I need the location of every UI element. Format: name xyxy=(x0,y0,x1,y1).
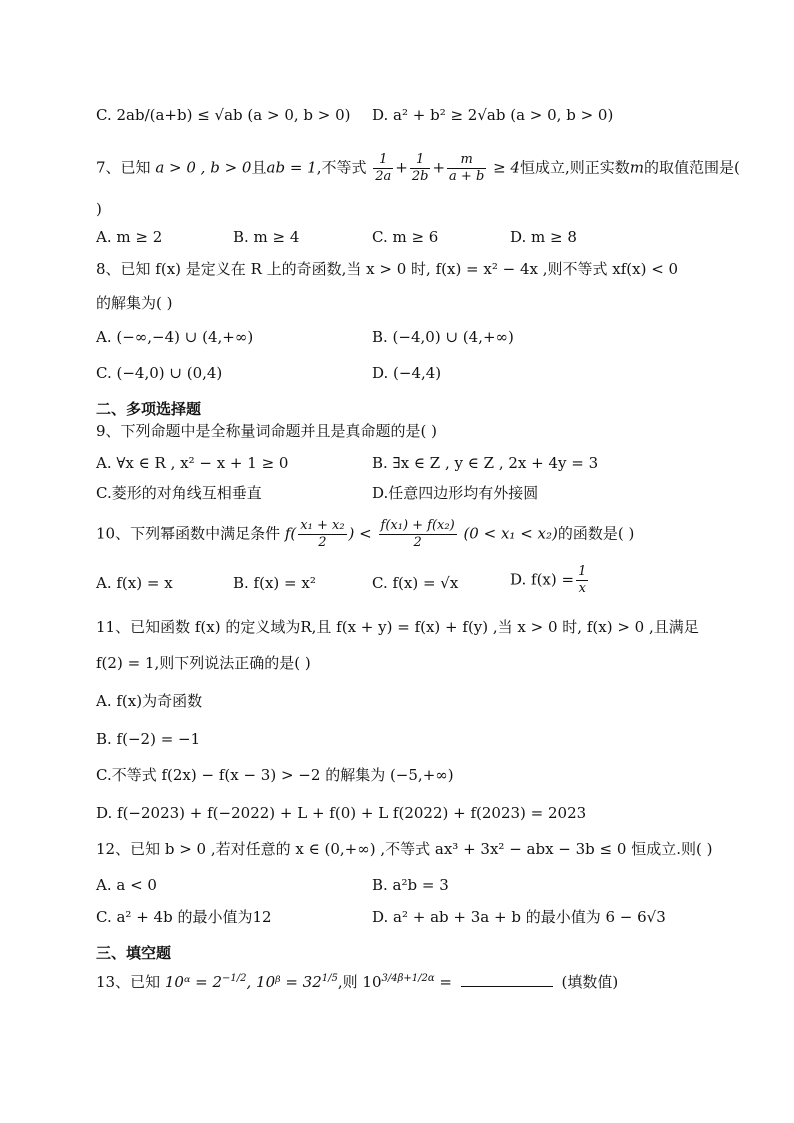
q8-option-c: C. (−4,0) ∪ (0,4) xyxy=(96,364,223,382)
section-heading-3: 三、填空题 xyxy=(96,944,172,962)
q7-stem: 7、已知 a > 0 , b > 0且ab = 1,不等式 $\frac{1}{2a}$ + $\frac{1}{2b}$ + $\frac{m}{a + b}$ ≥ 4恒成立,则正实数m的取值范围是( xyxy=(96,152,740,184)
q10-d-fraction: $\frac{1}{x}$ xyxy=(578,564,587,596)
q11-option-d: D. f(−2023) + f(−2022) + L + f(0) + L f(2022) + f(2023) = 2023 xyxy=(96,804,587,822)
q8-option-b: B. (−4,0) ∪ (4,+∞) xyxy=(372,328,514,346)
q7-option-d: D. m ≥ 8 xyxy=(510,228,577,246)
q10-lhs-fraction: $\frac{\text{x₁ + x₂}}{2}$ xyxy=(300,518,345,550)
q11-stem-line1: 11、已知函数 f(x) 的定义域为R,且 f(x + y) = f(x) + f(y) ,当 x > 0 时, f(x) > 0 ,且满足 xyxy=(96,618,699,636)
section-heading-2: 二、多项选择题 xyxy=(96,400,202,418)
q11-option-b: B. f(−2) = −1 xyxy=(96,730,201,748)
q8-stem-line2: 的解集为( ) xyxy=(96,294,173,312)
q6-option-d: D. a² + b² ≥ 2√ab (a > 0, b > 0) xyxy=(372,106,614,124)
q7-fraction-2: $\frac{1}{2b}$ xyxy=(411,152,429,184)
q11-option-a: A. f(x)为奇函数 xyxy=(96,692,203,710)
q10-option-b: B. f(x) = x² xyxy=(233,574,316,592)
q13-answer-blank[interactable] xyxy=(461,972,553,987)
q6-option-c: C. 2ab/(a+b) ≤ √ab (a > 0, b > 0) xyxy=(96,106,351,124)
q7-option-a: A. m ≥ 2 xyxy=(96,228,163,246)
q10-option-a: A. f(x) = x xyxy=(96,574,173,592)
q7-fraction-3: $\frac{m}{a + b}$ xyxy=(449,152,485,184)
q12-option-a: A. a < 0 xyxy=(96,876,157,894)
q8-option-a: A. (−∞,−4) ∪ (4,+∞) xyxy=(96,328,254,346)
q11-option-c: C.不等式 f(2x) − f(x − 3) > −2 的解集为 (−5,+∞) xyxy=(96,766,454,784)
q8-option-d: D. (−4,4) xyxy=(372,364,442,382)
q10-stem: 10、下列幂函数中满足条件 f( $\frac{\text{x₁ + x₂}}{2}$ ) < $\frac{\text{f(x₁) + f(x₂)}}{2}$ (0 < x₁ < x₂)的函数是( ) xyxy=(96,518,635,550)
q9-option-c: C.菱形的对角线互相垂直 xyxy=(96,484,262,502)
q12-option-b: B. a²b = 3 xyxy=(372,876,449,894)
q12-option-c: C. a² + 4b 的最小值为12 xyxy=(96,908,272,926)
q9-stem: 9、下列命题中是全称量词命题并且是真命题的是( ) xyxy=(96,422,438,440)
q7-stem-close: ) xyxy=(96,200,102,218)
q11-stem-line2: f(2) = 1,则下列说法正确的是( ) xyxy=(96,654,311,672)
q12-stem: 12、已知 b > 0 ,若对任意的 x ∈ (0,+∞) ,不等式 ax³ + 3x² − abx − 3b ≤ 0 恒成立.则( ) xyxy=(96,840,713,858)
q12-option-d: D. a² + ab + 3a + b 的最小值为 6 − 6√3 xyxy=(372,908,666,926)
q7-fraction-1: $\frac{1}{2a}$ xyxy=(375,152,392,184)
q8-stem-line1: 8、已知 f(x) 是定义在 R 上的奇函数,当 x > 0 时, f(x) = x² − 4x ,则不等式 xf(x) < 0 xyxy=(96,260,679,278)
q9-option-a: A. ∀x ∈ R , x² − x + 1 ≥ 0 xyxy=(96,454,289,472)
q10-option-c: C. f(x) = √x xyxy=(372,574,459,592)
q10-option-d: D. f(x) = $\frac{1}{x}$ xyxy=(510,564,587,596)
q13-stem: 13、已知 10ᵅ = $2^{-1/2}$, 10ᵝ = $32^{1/5}$,则 $10^{3/4\beta+1/2\alpha}$ = (填数值) xyxy=(96,973,619,991)
q9-option-b: B. ∃x ∈ Z , y ∈ Z , 2x + 4y = 3 xyxy=(372,454,599,472)
q9-option-d: D.任意四边形均有外接圆 xyxy=(372,484,539,502)
q7-option-c: C. m ≥ 6 xyxy=(372,228,439,246)
q10-rhs-fraction: $\frac{\text{f(x₁) + f(x₂)}}{2}$ xyxy=(380,518,455,550)
q7-option-b: B. m ≥ 4 xyxy=(233,228,300,246)
